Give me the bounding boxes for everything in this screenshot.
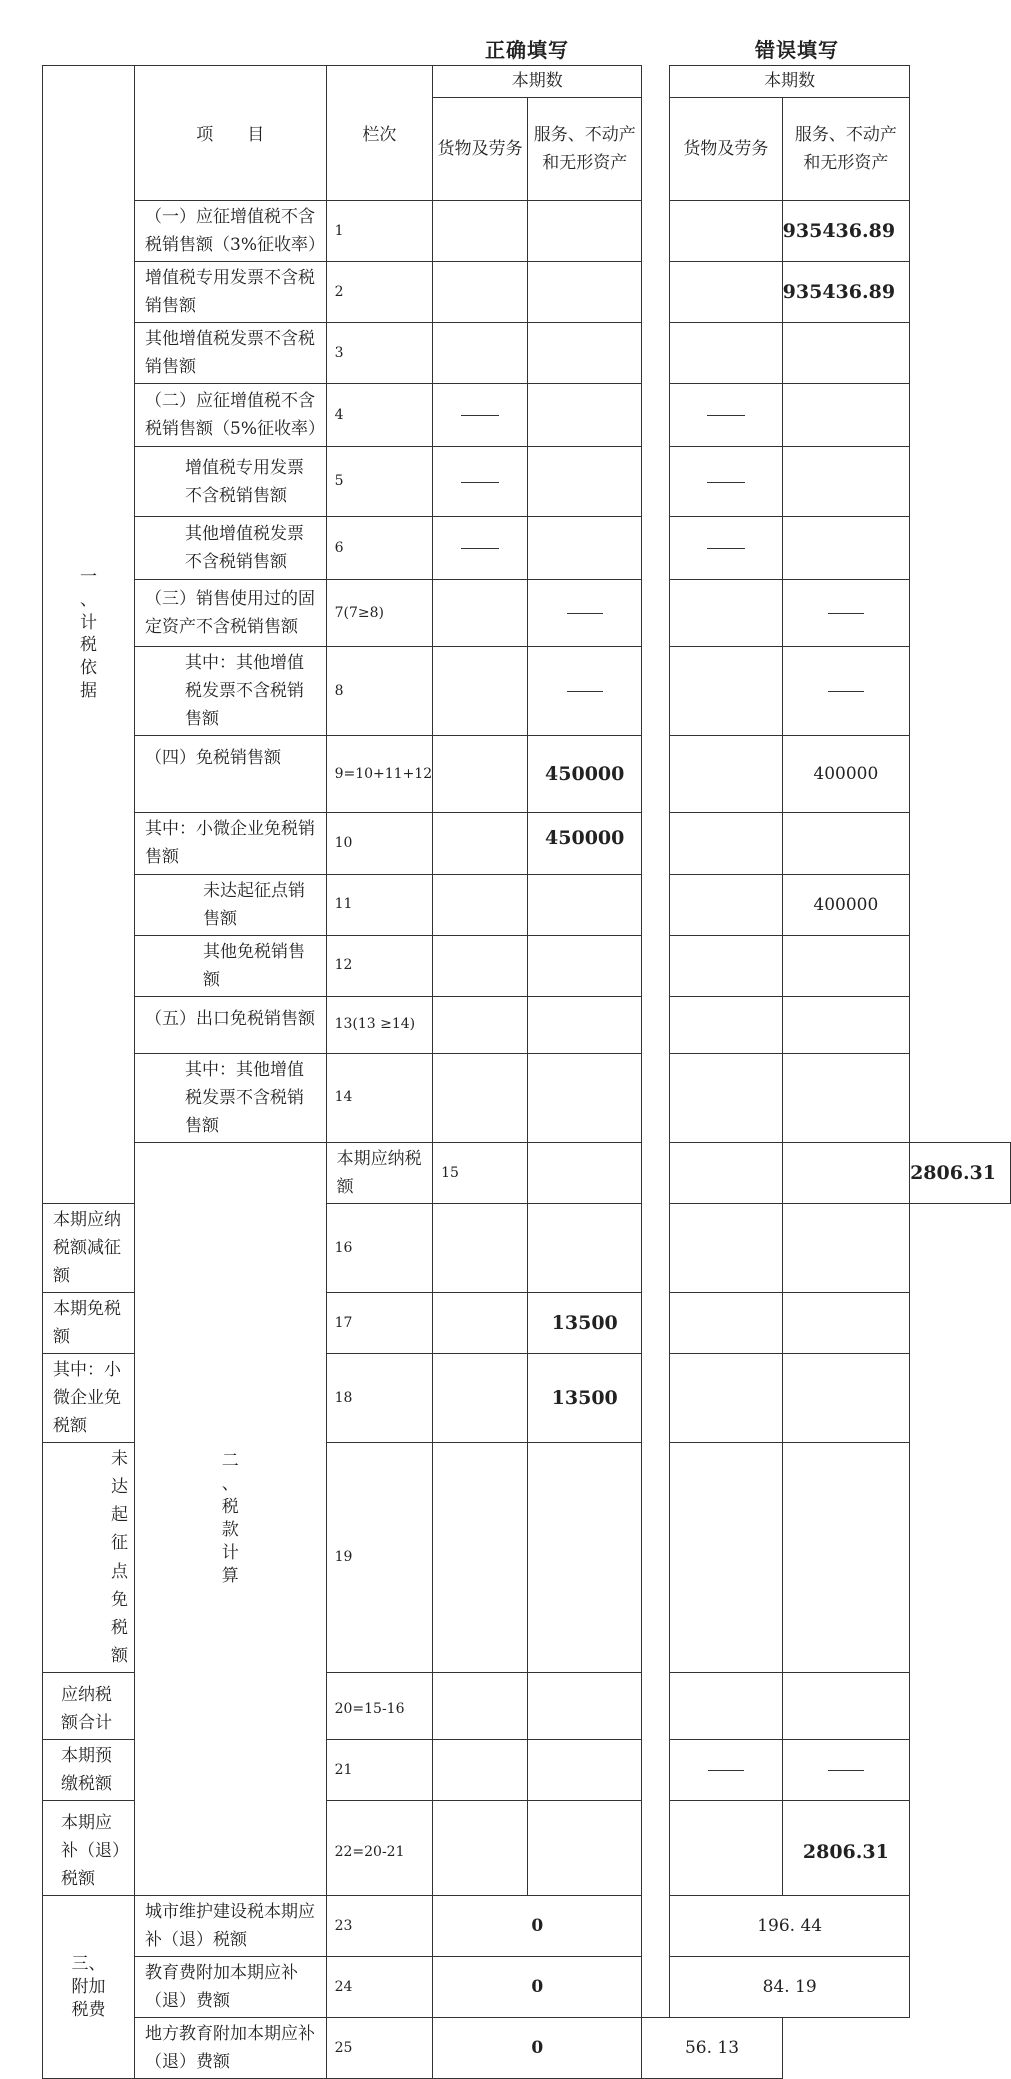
correct-goods-cell — [433, 1672, 528, 1739]
wrong-goods-cell — [670, 1800, 782, 1895]
wrong-goods-cell — [670, 580, 782, 647]
row-item: 增值税专用发票不含税销售额 — [135, 447, 327, 517]
table-row — [43, 580, 1011, 647]
dash-mark — [828, 613, 864, 614]
row-item: （三）销售使用过的固定资产不含税销售额 — [135, 580, 327, 647]
row-col: 17 — [326, 1293, 433, 1354]
wrong-services-cell — [782, 1739, 909, 1800]
correct-goods-cell — [433, 647, 528, 736]
row-item: （四）免税销售额 — [135, 736, 327, 813]
correct-services-cell — [528, 323, 642, 384]
wrong-goods-cell — [670, 262, 782, 323]
table-row — [43, 517, 1011, 580]
table-row — [43, 874, 1011, 935]
row-col: 22=20-21 — [326, 1800, 433, 1895]
dash-mark — [707, 548, 745, 549]
row-item: 本期应纳税额 — [326, 1142, 433, 1203]
row-col: 13(13 ≥14) — [326, 996, 433, 1053]
row-col: 5 — [326, 447, 433, 517]
wrong-goods-cell — [670, 1203, 782, 1292]
wrong-services-cell — [782, 1672, 909, 1739]
wrong-goods-cell — [670, 447, 782, 517]
correct-value-cell: 0 — [433, 1957, 642, 2018]
row-col: 9=10+11+12 — [326, 736, 433, 813]
table-row — [43, 1053, 1011, 1142]
wrong-services-cell — [782, 447, 909, 517]
wrong-goods-cell — [670, 874, 782, 935]
table-row — [43, 1142, 1011, 1203]
wrong-services-cell: 2806.31 — [910, 1142, 1011, 1203]
correct-goods-cell — [433, 262, 528, 323]
wrong-services-cell — [782, 1203, 909, 1292]
correct-services-cell — [528, 647, 642, 736]
wrong-services-cell — [782, 647, 909, 736]
table-row — [43, 996, 1011, 1053]
wrong-services-cell — [782, 1354, 909, 1443]
correct-services-header: 服务、不动产 和无形资产 — [528, 98, 642, 201]
wrong-services-cell — [782, 1293, 909, 1354]
row-col: 21 — [326, 1739, 433, 1800]
correct-goods-header: 货物及劳务 — [433, 98, 528, 201]
row-col: 20=15-16 — [326, 1672, 433, 1739]
section-tax-basis: 一 、 计 税 依 据 — [43, 66, 135, 1204]
dash-mark — [707, 482, 745, 483]
table-row — [43, 262, 1011, 323]
correct-services-cell: 450000 — [528, 736, 642, 813]
wrong-services-cell — [782, 1443, 909, 1672]
row-col: 11 — [326, 874, 433, 935]
row-col: 14 — [326, 1053, 433, 1142]
correct-services-cell: 450000 — [528, 813, 642, 874]
wrong-services-cell — [782, 935, 909, 996]
row-item: 未达起征点销售额 — [135, 874, 327, 935]
wrong-value-cell: 84. 19 — [670, 1957, 910, 2018]
table-row — [43, 813, 1011, 874]
wrong-goods-cell — [670, 1293, 782, 1354]
row-item: 其中：小微企业免税额 — [43, 1354, 135, 1443]
dash-mark — [828, 1770, 864, 1771]
wrong-goods-cell — [670, 517, 782, 580]
row-col: 24 — [326, 1957, 433, 2018]
wrong-goods-cell — [670, 647, 782, 736]
row-col: 16 — [326, 1203, 433, 1292]
wrong-services-cell: 400000 — [782, 736, 909, 813]
correct-services-cell — [528, 996, 642, 1053]
row-item: 本期预缴税额 — [43, 1739, 135, 1800]
row-item: （二）应征增值税不含税销售额（5%征收率） — [135, 384, 327, 447]
row-col: 3 — [326, 323, 433, 384]
wrong-goods-cell — [670, 813, 782, 874]
wrong-goods-cell — [670, 1354, 782, 1443]
correct-goods-cell — [433, 447, 528, 517]
correct-goods-cell — [433, 813, 528, 874]
row-col: 7(7≥8) — [326, 580, 433, 647]
row-item: 其中：其他增值税发票不含税销售额 — [135, 647, 327, 736]
row-item: 地方教育附加本期应补（退）费额 — [135, 2018, 327, 2079]
col-header: 栏次 — [326, 66, 433, 201]
row-item: 其他免税销售额 — [135, 935, 327, 996]
correct-services-cell — [528, 580, 642, 647]
row-col: 6 — [326, 517, 433, 580]
wrong-goods-cell — [670, 1739, 782, 1800]
row-col: 19 — [326, 1443, 433, 1672]
correct-services-cell — [528, 874, 642, 935]
correct-services-cell — [528, 935, 642, 996]
correct-services-cell — [528, 1739, 642, 1800]
row-col: 2 — [326, 262, 433, 323]
row-item: 未达起征点免税额 — [43, 1443, 135, 1672]
correct-goods-cell — [433, 736, 528, 813]
row-item: 本期免税额 — [43, 1293, 135, 1354]
wrong-services-cell — [782, 996, 909, 1053]
column-gap — [642, 66, 670, 2018]
correct-goods-cell — [433, 517, 528, 580]
wrong-goods-cell — [670, 384, 782, 447]
table-row — [43, 447, 1011, 517]
row-item: 其他增值税发票不含税销售额 — [135, 517, 327, 580]
correct-services-cell — [528, 201, 642, 262]
correct-goods-cell — [433, 1053, 528, 1142]
row-col: 1 — [326, 201, 433, 262]
wrong-goods-cell — [670, 996, 782, 1053]
correct-goods-cell — [433, 1354, 528, 1443]
correct-services-cell — [528, 1203, 642, 1292]
wrong-services-cell — [782, 323, 909, 384]
item-header: 项 目 — [135, 66, 327, 201]
row-col: 10 — [326, 813, 433, 874]
correct-services-cell — [670, 1142, 782, 1203]
row-col: 8 — [326, 647, 433, 736]
correct-period-header: 本期数 — [433, 66, 642, 98]
wrong-period-header: 本期数 — [670, 66, 910, 98]
wrong-services-cell: 935436.89 — [782, 201, 909, 262]
correct-services-cell — [528, 1443, 642, 1672]
correct-goods-cell — [433, 580, 528, 647]
row-col: 15 — [433, 1142, 528, 1203]
wrong-services-cell: 935436.89 — [782, 262, 909, 323]
correct-services-cell — [528, 517, 642, 580]
table-row — [43, 2018, 1011, 2079]
wrong-goods-cell — [670, 323, 782, 384]
wrong-value-cell: 196. 44 — [670, 1896, 910, 1957]
wrong-goods-header: 货物及劳务 — [670, 98, 782, 201]
correct-goods-cell — [433, 1800, 528, 1895]
row-col: 18 — [326, 1354, 433, 1443]
correct-goods-cell — [433, 1203, 528, 1292]
correct-services-cell — [528, 447, 642, 517]
correct-services-cell — [528, 1672, 642, 1739]
correct-services-cell — [528, 262, 642, 323]
wrong-header: 错误填写 — [755, 38, 839, 62]
wrong-goods-cell — [670, 201, 782, 262]
wrong-services-cell: 2806.31 — [782, 1800, 909, 1895]
table-row — [43, 1957, 1011, 2018]
row-item: 应纳税额合计 — [43, 1672, 135, 1739]
tax-comparison-table — [42, 65, 1011, 2079]
row-item: 本期应补（退）税额 — [43, 1800, 135, 1895]
correct-goods-cell — [433, 1443, 528, 1672]
correct-goods-cell — [433, 996, 528, 1053]
table-row — [43, 1896, 1011, 1957]
dash-mark — [461, 482, 499, 483]
dash-mark — [461, 415, 499, 416]
row-item: 增值税专用发票不含税销售额 — [135, 262, 327, 323]
wrong-services-cell: 400000 — [782, 874, 909, 935]
row-item: 其他增值税发票不含税销售额 — [135, 323, 327, 384]
dash-mark — [461, 548, 499, 549]
dash-mark — [567, 613, 603, 614]
wrong-services-cell — [782, 1053, 909, 1142]
dash-mark — [708, 1770, 744, 1771]
dash-mark — [567, 691, 603, 692]
wrong-goods-cell — [670, 1672, 782, 1739]
correct-value-cell: 0 — [433, 1896, 642, 1957]
correct-services-cell: 13500 — [528, 1293, 642, 1354]
row-item: （五）出口免税销售额 — [135, 996, 327, 1053]
table-row — [43, 201, 1011, 262]
table-row — [43, 323, 1011, 384]
wrong-goods-cell — [670, 1053, 782, 1142]
correct-services-cell — [528, 1053, 642, 1142]
table-row — [43, 736, 1011, 813]
wrong-goods-cell — [782, 1142, 909, 1203]
correct-value-cell: 0 — [433, 2018, 642, 2079]
correct-goods-cell — [433, 1739, 528, 1800]
table-row — [43, 935, 1011, 996]
table-row — [43, 384, 1011, 447]
dash-mark — [828, 691, 864, 692]
row-item: 其中：小微企业免税销售额 — [135, 813, 327, 874]
correct-goods-cell — [433, 323, 528, 384]
correct-goods-cell — [433, 874, 528, 935]
row-item: 本期应纳税额减征额 — [43, 1203, 135, 1292]
correct-goods-cell — [433, 384, 528, 447]
correct-goods-cell — [433, 935, 528, 996]
correct-goods-cell — [528, 1142, 642, 1203]
row-col: 12 — [326, 935, 433, 996]
wrong-goods-cell — [670, 1443, 782, 1672]
correct-header: 正确填写 — [485, 38, 569, 62]
wrong-goods-cell — [670, 935, 782, 996]
row-col: 23 — [326, 1896, 433, 1957]
wrong-services-cell — [782, 580, 909, 647]
row-item: 城市维护建设税本期应补（退）税额 — [135, 1896, 327, 1957]
correct-goods-cell — [433, 201, 528, 262]
wrong-services-header: 服务、不动产 和无形资产 — [782, 98, 909, 201]
section-tax-calculation: 二 、 税 款 计 算 — [135, 1142, 327, 1895]
section-surcharges: 三、 附加 税费 — [43, 1896, 135, 2079]
dash-mark — [707, 415, 745, 416]
wrong-value-cell: 56. 13 — [642, 2018, 782, 2079]
correct-services-cell — [528, 384, 642, 447]
correct-services-cell — [528, 1800, 642, 1895]
correct-goods-cell — [433, 1293, 528, 1354]
row-col: 25 — [326, 2018, 433, 2079]
row-item: （一）应征增值税不含税销售额（3%征收率） — [135, 201, 327, 262]
wrong-goods-cell — [670, 736, 782, 813]
wrong-services-cell — [782, 517, 909, 580]
row-item: 教育费附加本期应补（退）费额 — [135, 1957, 327, 2018]
wrong-services-cell — [782, 813, 909, 874]
correct-services-cell: 13500 — [528, 1354, 642, 1443]
wrong-services-cell — [782, 384, 909, 447]
row-item: 其中：其他增值税发票不含税销售额 — [135, 1053, 327, 1142]
row-col: 4 — [326, 384, 433, 447]
table-row — [43, 647, 1011, 736]
